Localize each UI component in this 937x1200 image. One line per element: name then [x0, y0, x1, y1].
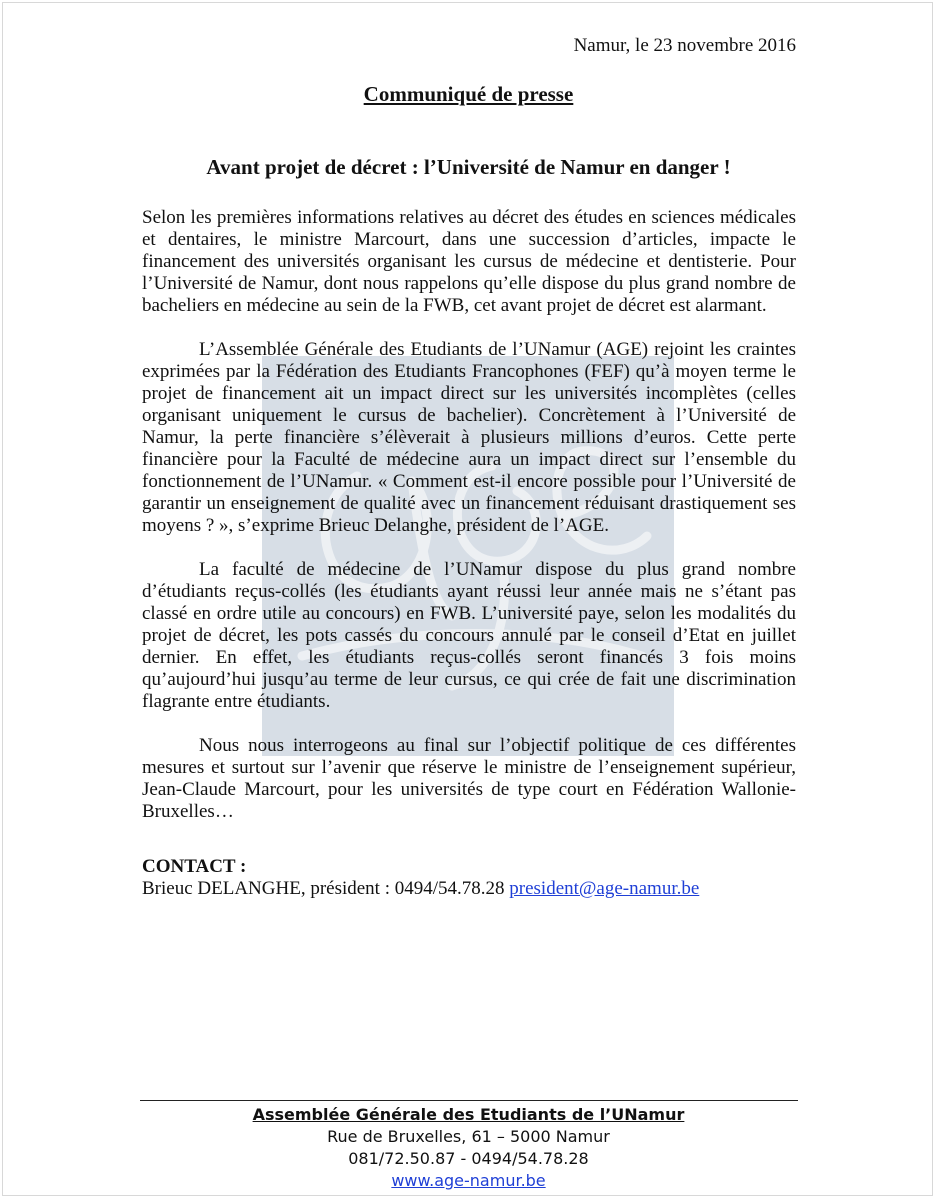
date-line: Namur, le 23 novembre 2016: [573, 35, 796, 56]
body-paragraph-2: L’Assemblée Générale des Etudiants de l’UNamur (AGE) rejoint les craintes exprimées par la Fédération des Etudiants Francophones (FEF) qu’à moyen terme le projet de financement ait un impact direct sur les universités incomplètes (celles organisant uniquement le cursus de bachelier). Concrètement à l’Université de Namur, la perte financière s’élèverait à plusieurs millions d’euros. Cette perte financière pour la Faculté de médecine aura un impact direct sur l’ensemble du fonctionnement de l’UNamur. « Comment est-il encore possible pour l’Université de garantir un enseignement de qualité avec un financement réduisant drastiquement ses moyens ? », s’exprime Brieuc Delanghe, président de l’AGE.: [142, 339, 796, 536]
contact-heading: CONTACT :: [142, 856, 247, 877]
body-paragraph-4: Nous nous interrogeons au final sur l’objectif politique de ces différentes mesures et surtout sur l’avenir que réserve le ministre de l’enseignement supérieur, Jean-Claude Marcourt, pour les universités de type court en Fédération Wallonie-Bruxelles…: [142, 735, 796, 822]
footer-phones: 081/72.50.87 - 0494/54.78.28: [348, 1149, 589, 1168]
contact-email-link[interactable]: president@age-namur.be: [509, 878, 700, 899]
footer-organization: Assemblée Générale des Etudiants de l’UNamur: [252, 1105, 685, 1124]
headline: Avant projet de décret : l’Université de Namur en danger !: [206, 155, 731, 179]
footer-address: Rue de Bruxelles, 61 – 5000 Namur: [327, 1127, 610, 1146]
contact-details: Brieuc DELANGHE, président : 0494/54.78.28: [142, 878, 510, 899]
footer-divider: [140, 1100, 798, 1101]
contact-block: [142, 856, 699, 900]
contact-line: [142, 878, 699, 900]
body-text: [142, 207, 796, 845]
body-paragraph-3: La faculté de médecine de l’UNamur dispose du plus grand nombre d’étudiants reçus-collés (les étudiants ayant réussi leur année mais ne s’étant pas classé en ordre utile au concours) en FWB. L’université paye, selon les modalités du projet de décret, les pots cassés du concours annulé par le conseil d’Etat en juillet dernier. En effet, les étudiants reçus-collés seront financés 3 fois moins qu’aujourd’hui jusqu’au terme de leur cursus, ce qui crée de fait une discrimination flagrante entre étudiants.: [142, 559, 796, 712]
footer-website-link[interactable]: www.age-namur.be: [391, 1171, 546, 1190]
press-release-title: Communiqué de presse: [363, 82, 574, 106]
body-paragraph-1: Selon les premières informations relatives au décret des études en sciences médicales et dentaires, le ministre Marcourt, dans une succession d’articles, impacte le financement des universités organisant les cursus de médecine et dentisterie. Pour l’Université de Namur, dont nous rappelons qu’elle dispose du plus grand nombre de bacheliers en médecine au sein de la FWB, cet avant projet de décret est alarmant.: [142, 207, 796, 316]
footer: [0, 1104, 937, 1192]
